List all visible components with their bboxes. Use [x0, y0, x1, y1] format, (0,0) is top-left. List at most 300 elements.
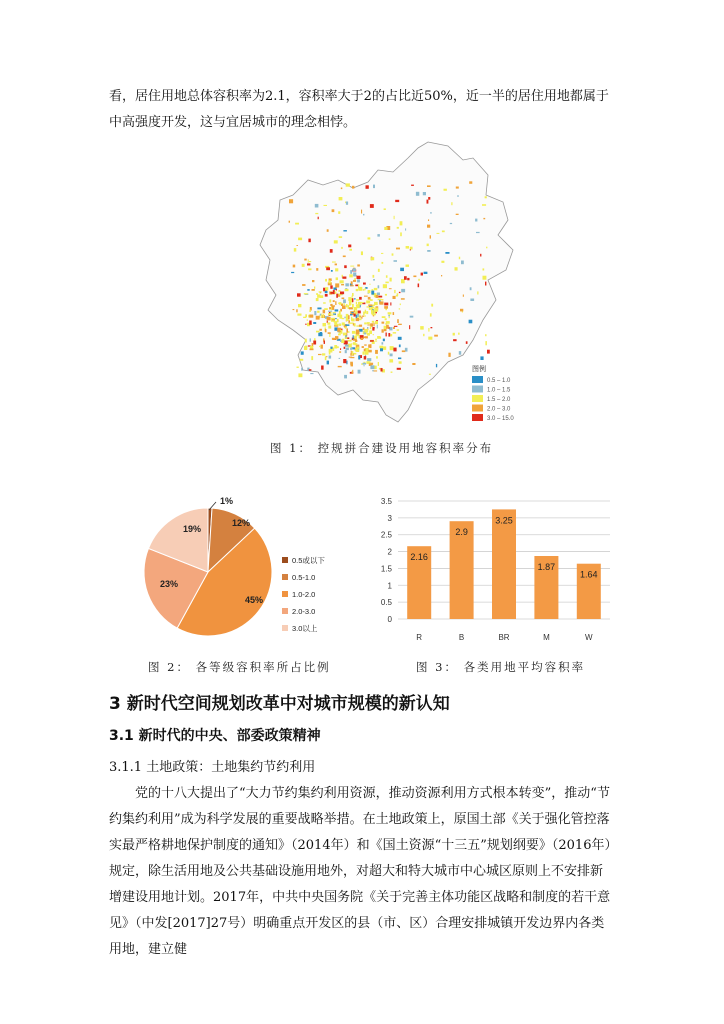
map-parcel	[448, 353, 450, 357]
map-parcel	[314, 338, 315, 340]
map-parcel	[352, 331, 356, 334]
map-parcel	[430, 235, 431, 238]
map-parcel	[445, 252, 449, 254]
map-parcel	[392, 253, 394, 255]
map-parcel	[375, 339, 377, 340]
map-parcel	[394, 216, 395, 219]
map-parcel	[450, 223, 452, 224]
map-parcel	[378, 269, 380, 272]
map-parcel	[309, 310, 311, 313]
map-parcel	[336, 289, 337, 290]
map-parcel	[377, 234, 380, 237]
map-parcel	[309, 261, 311, 262]
map-parcel	[485, 334, 486, 336]
map-parcel	[321, 314, 322, 318]
map-parcel	[368, 304, 372, 306]
map-parcel	[305, 339, 307, 343]
map-parcel	[340, 280, 344, 283]
map-parcel	[393, 312, 395, 315]
map-parcel	[353, 272, 356, 276]
map-parcel	[353, 280, 356, 282]
map-parcel	[374, 288, 378, 290]
map-parcel	[338, 211, 340, 214]
map-parcel	[337, 328, 341, 332]
legend-label: 2.0 – 3.0	[487, 406, 511, 413]
map-parcel	[393, 332, 396, 334]
map-parcel	[356, 299, 359, 301]
map-parcel	[344, 265, 347, 268]
map-parcel	[319, 346, 321, 347]
map-parcel	[339, 315, 342, 319]
legend-swatch	[472, 395, 483, 402]
map-parcel	[341, 188, 343, 190]
avg-far-bar-chart	[366, 490, 616, 650]
map-parcel	[298, 304, 301, 307]
map-parcel	[297, 293, 301, 296]
map-parcel	[382, 342, 384, 344]
map-parcel	[345, 289, 349, 291]
map-parcel	[324, 308, 328, 310]
map-parcel	[388, 333, 390, 337]
map-parcel	[354, 337, 357, 340]
map-parcel	[420, 326, 424, 330]
map-parcel	[389, 288, 392, 289]
map-parcel	[456, 214, 459, 215]
map-parcel	[382, 262, 384, 264]
map-parcel	[368, 350, 372, 353]
map-parcel	[317, 308, 321, 310]
map-parcel	[358, 370, 361, 374]
map-parcel	[295, 223, 299, 225]
map-parcel	[361, 302, 364, 303]
bar-value-label: 1.87	[537, 561, 556, 572]
map-parcel	[434, 335, 438, 337]
map-parcel	[357, 279, 360, 282]
map-parcel	[383, 346, 386, 350]
map-parcel	[476, 232, 480, 233]
map-parcel	[307, 263, 310, 265]
map-parcel	[343, 256, 346, 258]
map-parcel	[441, 275, 442, 276]
map-parcel	[312, 280, 314, 282]
bar-y-tick: 0	[387, 615, 392, 624]
map-parcel	[313, 341, 316, 345]
map-parcel	[333, 348, 335, 352]
map-parcel	[327, 361, 329, 365]
map-parcel	[367, 327, 368, 329]
map-parcel	[349, 303, 351, 304]
map-parcel	[339, 197, 343, 200]
map-parcel	[382, 322, 385, 324]
map-parcel	[386, 333, 387, 337]
map-parcel	[353, 268, 356, 271]
map-parcel	[386, 325, 389, 329]
section-3-1-1-heading: 3.1.1 土地政策：土地集约节约利用	[109, 760, 316, 775]
map-parcel	[352, 351, 354, 355]
map-parcel	[378, 337, 381, 339]
pie-legend-label: 2.0-3.0	[292, 607, 316, 616]
map-parcel	[456, 187, 459, 189]
map-parcel	[363, 328, 365, 331]
map-parcel	[343, 333, 347, 336]
map-parcel	[330, 347, 332, 350]
map-parcel	[356, 302, 357, 304]
map-parcel	[343, 230, 347, 231]
map-parcel	[366, 300, 370, 303]
map-parcel	[356, 315, 357, 318]
map-parcel	[378, 299, 382, 301]
map-parcel	[354, 343, 357, 345]
map-parcel	[385, 282, 388, 284]
map-parcel	[378, 296, 382, 298]
map-parcel	[455, 267, 458, 270]
map-parcel	[357, 304, 360, 308]
map-parcel	[339, 351, 341, 353]
map-parcel	[423, 334, 424, 336]
map-parcel	[427, 200, 429, 204]
map-parcel	[335, 301, 336, 305]
map-parcel	[451, 202, 452, 205]
map-parcel	[344, 317, 345, 319]
map-parcel	[352, 296, 353, 298]
map-parcel	[406, 265, 410, 267]
pie-legend-swatch	[282, 591, 288, 597]
map-parcel	[323, 310, 326, 314]
map-parcel	[466, 341, 468, 344]
map-parcel	[405, 228, 406, 230]
map-parcel	[485, 282, 486, 286]
map-parcel	[332, 319, 335, 320]
map-parcel	[349, 249, 352, 251]
map-parcel	[328, 280, 330, 283]
map-parcel	[358, 356, 360, 360]
pie-legend-label: 1.0-2.0	[292, 590, 316, 599]
map-parcel	[470, 299, 474, 302]
map-parcel	[330, 249, 333, 253]
map-parcel	[384, 208, 386, 210]
map-parcel	[342, 322, 345, 325]
far-grade-pie-chart	[130, 490, 345, 645]
map-parcel	[370, 326, 371, 329]
map-parcel	[319, 329, 322, 331]
map-parcel	[361, 338, 364, 340]
pie-legend-label: 0.5-1.0	[292, 573, 316, 582]
map-parcel	[363, 214, 364, 216]
map-parcel	[325, 329, 327, 332]
map-parcel	[444, 189, 447, 191]
map-parcel	[358, 288, 361, 291]
map-parcel	[308, 259, 309, 263]
map-parcel	[399, 345, 401, 348]
map-parcel	[374, 308, 378, 312]
map-parcel	[458, 333, 460, 335]
figure1-caption: 图 1： 控规拼合建设用地容积率分布	[270, 441, 494, 455]
map-parcel	[365, 336, 368, 338]
bar-y-tick: 1.5	[380, 564, 392, 574]
map-parcel	[375, 350, 378, 354]
map-parcel	[388, 315, 390, 316]
map-parcel	[325, 357, 327, 361]
map-parcel	[459, 257, 460, 260]
map-parcel	[312, 289, 315, 291]
map-parcel	[371, 363, 374, 365]
map-parcel	[373, 185, 375, 189]
map-parcel	[342, 298, 345, 300]
legend-swatch	[472, 414, 483, 421]
map-parcel	[390, 302, 391, 305]
map-parcel	[329, 307, 331, 309]
map-parcel	[309, 369, 312, 371]
legend-label: 1.0 – 1.5	[487, 387, 511, 394]
map-parcel	[328, 326, 331, 329]
map-parcel	[388, 352, 390, 355]
map-parcel	[300, 359, 303, 361]
bar-value-label: 3.25	[495, 515, 513, 526]
map-parcel	[340, 348, 341, 350]
map-parcel	[359, 325, 362, 327]
map-parcel	[297, 367, 299, 368]
map-parcel	[373, 279, 375, 281]
map-parcel	[367, 358, 371, 361]
map-parcel	[296, 309, 298, 312]
map-parcel	[389, 238, 391, 240]
map-parcel	[401, 289, 405, 292]
map-parcel	[453, 333, 455, 336]
map-parcel	[357, 264, 360, 266]
map-parcel	[308, 268, 311, 270]
map-parcel	[369, 284, 370, 285]
map-parcel	[335, 309, 339, 311]
map-parcel	[363, 289, 365, 291]
map-parcel	[394, 260, 398, 262]
map-parcel	[338, 334, 341, 335]
pie-legend-swatch	[282, 574, 288, 580]
map-parcel	[359, 335, 360, 338]
map-parcel	[381, 368, 383, 371]
map-parcel	[302, 264, 305, 267]
map-parcel	[343, 299, 346, 303]
map-parcel	[363, 312, 365, 316]
map-parcel	[324, 205, 328, 206]
map-parcel	[366, 311, 368, 314]
map-parcel	[362, 346, 364, 348]
map-parcel	[327, 229, 329, 232]
map-parcel	[371, 291, 374, 295]
map-parcel	[336, 294, 338, 298]
map-parcel	[453, 339, 457, 341]
bar-x-tick: M	[543, 633, 550, 642]
map-parcel	[386, 321, 390, 324]
map-parcel	[383, 284, 387, 288]
map-parcel	[350, 266, 354, 267]
map-parcel	[377, 293, 380, 296]
pie-data-label: 1%	[220, 496, 234, 506]
map-parcel	[382, 329, 384, 332]
map-parcel	[331, 305, 335, 306]
map-parcel	[315, 204, 319, 208]
map-parcel	[348, 305, 350, 309]
map-parcel	[431, 327, 433, 328]
map-parcel	[305, 324, 307, 325]
map-parcel	[428, 328, 429, 332]
map-parcel	[335, 336, 338, 339]
map-parcel	[349, 274, 353, 277]
map-parcel	[331, 270, 333, 272]
legend-swatch	[472, 376, 483, 383]
map-parcel	[325, 279, 327, 282]
pie-data-label: 45%	[245, 595, 264, 605]
map-parcel	[397, 368, 401, 370]
bar-value-label: 1.64	[580, 569, 598, 580]
map-parcel	[310, 349, 314, 351]
map-parcel	[404, 276, 407, 280]
map-parcel	[412, 363, 415, 365]
map-parcel	[364, 356, 367, 359]
map-parcel	[372, 314, 376, 316]
map-parcel	[345, 283, 349, 286]
map-parcel	[351, 312, 353, 313]
map-parcel	[395, 200, 399, 202]
map-parcel	[480, 254, 481, 257]
map-parcel	[328, 311, 332, 312]
map-parcel	[351, 281, 353, 284]
map-parcel	[397, 227, 399, 229]
map-parcel	[427, 244, 429, 247]
map-parcel	[485, 196, 487, 198]
map-parcel	[430, 313, 432, 316]
map-parcel	[335, 346, 336, 348]
map-parcel	[384, 227, 387, 230]
map-parcel	[376, 356, 378, 358]
map-parcel	[346, 304, 348, 307]
map-parcel	[437, 233, 440, 234]
map-parcel	[329, 334, 330, 337]
map-parcel	[398, 324, 402, 325]
map-parcel	[459, 351, 461, 355]
bar-y-tick: 0.5	[380, 598, 392, 608]
map-parcel	[317, 311, 320, 313]
map-parcel	[416, 192, 419, 196]
map-parcel	[302, 284, 305, 286]
map-parcel	[399, 308, 400, 309]
map-parcel	[305, 314, 307, 317]
map-parcel	[325, 291, 328, 293]
map-parcel	[385, 323, 387, 324]
map-parcel	[298, 373, 302, 377]
map-parcel	[345, 345, 349, 347]
map-parcel	[365, 288, 366, 290]
map-parcel	[325, 294, 328, 297]
map-parcel	[313, 322, 316, 324]
map-parcel	[342, 305, 346, 309]
map-parcel	[411, 185, 414, 186]
map-parcel	[335, 268, 338, 271]
map-parcel	[328, 313, 331, 315]
map-parcel	[378, 285, 380, 288]
map-parcel	[487, 350, 490, 354]
legend-label: 3.0 – 15.0	[487, 416, 514, 422]
map-parcel	[421, 273, 423, 276]
map-parcel	[418, 279, 420, 281]
map-parcel	[364, 296, 368, 297]
map-parcel	[320, 295, 323, 298]
map-parcel	[340, 292, 344, 295]
map-parcel	[333, 300, 335, 302]
map-parcel	[428, 337, 432, 340]
map-parcel	[423, 192, 426, 195]
map-parcel	[368, 237, 371, 239]
bar	[492, 509, 516, 619]
legend-swatch	[472, 405, 483, 412]
map-parcel	[397, 329, 400, 331]
map-parcel	[348, 331, 350, 332]
map-parcel	[329, 349, 333, 353]
map-parcel	[354, 353, 357, 355]
map-parcel	[334, 240, 338, 243]
map-parcel	[348, 245, 351, 248]
map-parcel	[375, 321, 378, 324]
body-paragraph: 党的十八大提出了“大力节约集约利用资源，推动资源利用方式根本转变”，推动“节约集约利用”成为科学发展的重要战略举措。在土地政策上，原国土部《关于强化管控落实最严格耕地保护制度的通知》（2014年）和《国土资源“十三五”规划纲要》（2016年）规定，除生活用地及公共基础设施用地外，对超大和特大城市中心城区原则上不安排新增建设用地计划。2017年，中共中央国务院《关于完善主体功能区战略和制度的若干意见》（中发[2017]27号）明确重点开发区的县（市、区）合理安排城镇开发边界内各类用地，建立健	[109, 786, 611, 957]
map-parcel	[346, 183, 350, 186]
map-parcel	[321, 366, 324, 370]
map-parcel	[314, 311, 316, 315]
map-parcel	[350, 348, 353, 350]
bar-y-tick: 3	[387, 513, 392, 523]
bar-y-tick: 2	[387, 547, 392, 557]
map-parcel	[354, 314, 356, 317]
map-parcel	[379, 346, 383, 349]
map-parcel	[322, 353, 325, 355]
map-parcel	[363, 336, 365, 338]
map-parcel	[344, 347, 346, 349]
map-parcel	[418, 284, 420, 288]
map-parcel	[371, 257, 375, 260]
bar-y-tick: 1	[387, 581, 392, 591]
map-parcel	[339, 294, 343, 295]
map-parcel	[385, 294, 387, 296]
map-parcel	[390, 354, 393, 357]
map-parcel	[370, 204, 374, 208]
map-parcel	[486, 247, 487, 249]
map-parcel	[482, 204, 486, 206]
map-parcel	[336, 277, 338, 280]
pie-legend-swatch	[282, 557, 288, 563]
map-parcel	[401, 298, 405, 300]
map-parcel	[362, 316, 364, 317]
map-parcel	[368, 290, 371, 293]
map-parcel	[427, 225, 430, 228]
map-parcel	[291, 272, 294, 273]
map-parcel	[323, 314, 324, 318]
map-parcel	[371, 307, 374, 308]
map-parcel	[346, 348, 349, 351]
pie-legend-label: 0.5或以下	[292, 556, 325, 565]
map-parcel	[413, 276, 416, 278]
map-parcel	[297, 314, 301, 316]
map-parcel	[470, 287, 472, 290]
map-parcel	[356, 330, 360, 334]
map-parcel	[316, 293, 318, 295]
map-parcel	[346, 361, 347, 365]
map-parcel	[400, 304, 401, 306]
bar-y-tick: 2.5	[380, 530, 392, 540]
map-parcel	[376, 295, 379, 298]
map-parcel	[369, 307, 371, 310]
map-parcel	[370, 344, 372, 348]
map-parcel	[339, 324, 341, 326]
map-parcel	[378, 362, 379, 366]
map-parcel	[357, 276, 361, 279]
